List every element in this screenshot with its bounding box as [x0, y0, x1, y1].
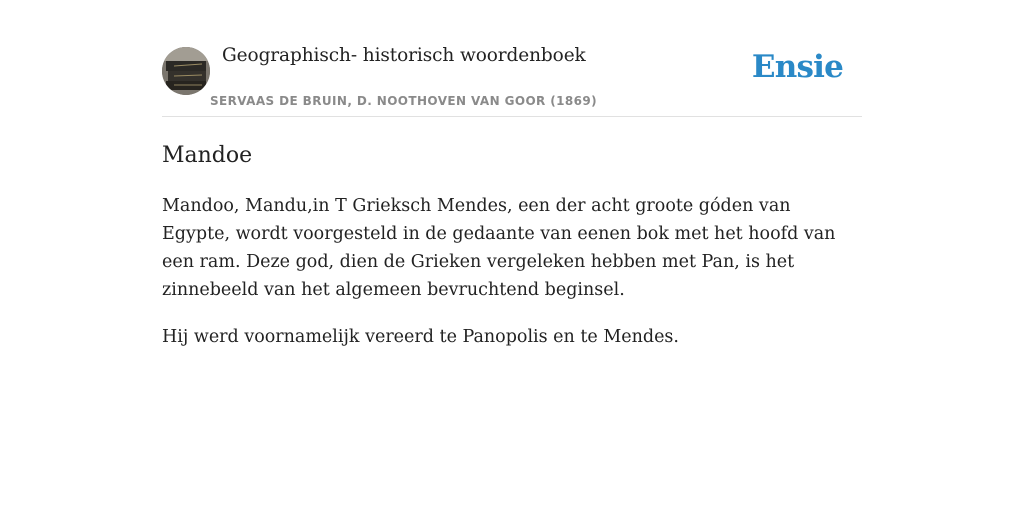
- book-cover-avatar-icon[interactable]: [162, 47, 210, 95]
- page: [162, 0, 862, 351]
- entry-paragraph: Mandoo, Mandu,in T Grieksch Mendes, een der acht groote góden van Egypte, wordt voorgesteld in de gedaante van eenen bok met het hoofd van een ram. Deze god, dien de Grieken vergeleken hebben met Pan, is het zinnebeeld van het algemeen bevruchtend beginsel.: [162, 196, 836, 300]
- book-title[interactable]: Geographisch- historisch woordenboek: [222, 45, 586, 66]
- site-header: [162, 0, 862, 117]
- entry-title: Mandoe: [162, 143, 253, 168]
- entry-body: [162, 192, 862, 351]
- ensie-logo[interactable]: Ensie: [751, 49, 843, 85]
- entry-paragraph: Hij werd voornamelijk vereerd te Panopolis en te Mendes.: [162, 327, 679, 347]
- book-author: SERVAAS DE BRUIN, D. NOOTHOVEN VAN GOOR (1869): [210, 94, 598, 108]
